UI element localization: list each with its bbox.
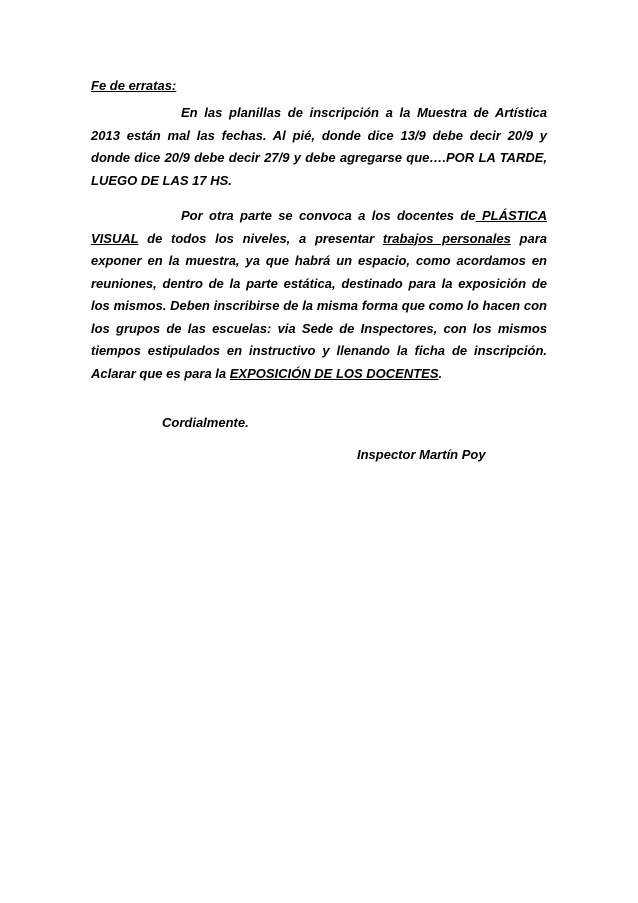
paragraph2-text-4: . xyxy=(438,365,443,381)
plastica-visual-emphasis: PLÁSTICA VISUAL xyxy=(91,208,547,246)
paragraph2-text-2: de todos los niveles, a presentar xyxy=(138,230,383,246)
exposicion-docentes-emphasis: EXPOSICIÓN DE LOS DOCENTES xyxy=(229,365,439,381)
trabajos-personales-emphasis: trabajos personales xyxy=(382,230,511,246)
errata-title: Fe de erratas: xyxy=(91,78,177,93)
paragraph2-text-3: para exponer en la muestra, ya que habrá un espacio, como acordamos en reuniones, dentro de la parte estática, destinado para la exposición de los mismos. Deben inscribirse de la misma forma que como lo hacen con los grupos de las escuelas: via Sede de Inspectores, con los mismos tiempos estipulados en instructivo y llenando la ficha de inscripción. Aclarar que es para la xyxy=(91,230,548,381)
paragraph-teachers-exhibition xyxy=(91,205,547,385)
paragraph2-text-1: Por otra parte se convoca a los docentes de xyxy=(181,208,476,223)
signature-line: Inspector Martín Poy xyxy=(357,447,486,462)
paragraph-dates-correction: En las planillas de inscripción a la Muestra de Artística 2013 están mal las fechas. Al pié, donde dice 13/9 debe decir 20/9 y donde dice 20/9 debe decir 27/9 y debe agregarse que….POR LA TARDE, LUEGO DE LAS 17 HS. xyxy=(91,105,547,188)
closing-salutation: Cordialmente. xyxy=(162,415,249,430)
